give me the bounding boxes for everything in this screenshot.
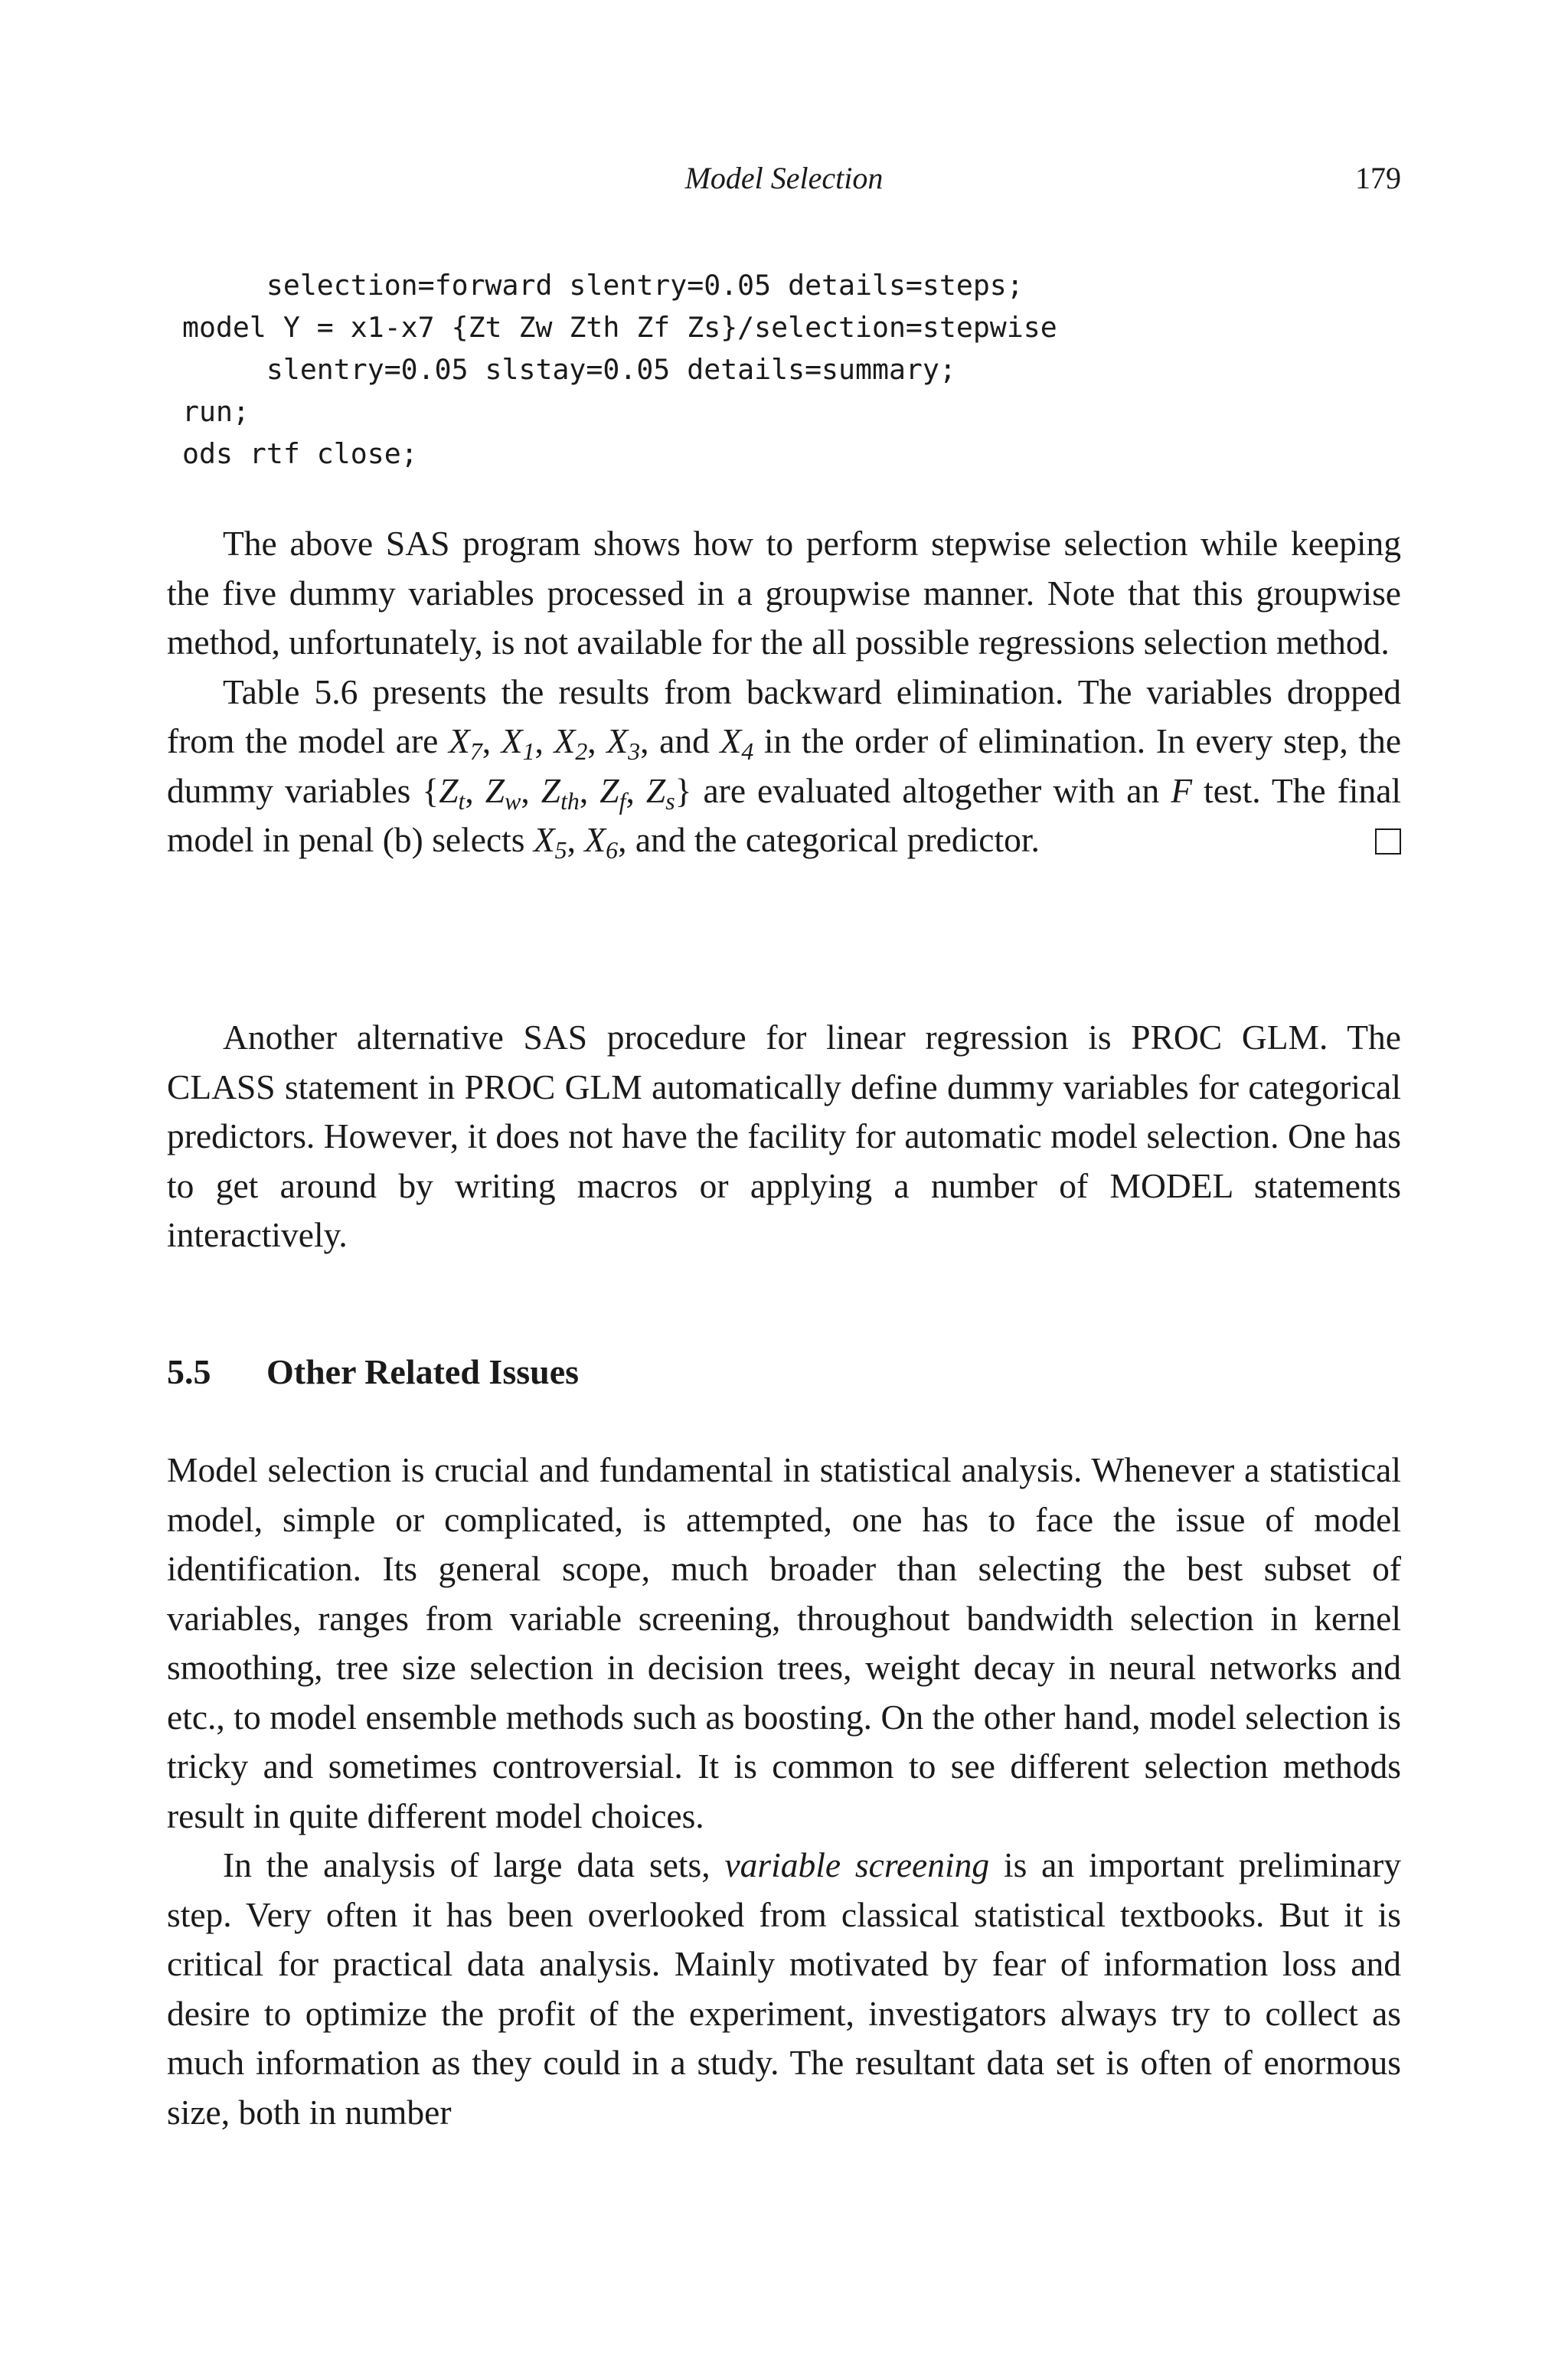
math-subscript: 2 (575, 737, 588, 765)
math-comma: , (521, 770, 541, 810)
running-header (167, 157, 1401, 200)
body-text-middle (167, 1013, 1401, 1260)
text-run: are evaluated altogether with an (691, 770, 1171, 810)
math-subscript: t (458, 787, 466, 815)
code-line: slentry=0.05 slstay=0.05 details=summary; (182, 353, 956, 386)
page-number: 179 (1355, 161, 1401, 195)
paragraph-model-selection: Model selection is crucial and fundamental in statistical analysis. Whenever a statistical model, simple or complicated, is attempted, one has to face the issue of model identification. Its general scope, much broader than selecting the best subset of variables, ranges from variable screening, throughout bandwidth selection in kernel smoothing, tree size selection in decision trees, weight decay in neural networks and etc., to model ensemble methods such as boosting. On the other hand, model selection is tricky and sometimes controversial. It is common to see different selection methods result in quite different model choices. (167, 1450, 1401, 1835)
math-dummy-set (422, 770, 692, 815)
math-f: F (1171, 770, 1193, 810)
math-var: Z (439, 770, 459, 810)
code-line: run; (182, 395, 250, 428)
math-brace: } (675, 770, 692, 810)
text-run: , (567, 820, 585, 859)
math-subscript: 6 (606, 836, 619, 864)
math-var: X (554, 721, 576, 760)
math-var: Z (645, 770, 666, 810)
sas-code-block (182, 264, 1057, 475)
math-x5 (533, 820, 567, 864)
math-x7 (449, 721, 482, 765)
text-run: , (482, 721, 501, 760)
code-line: selection=forward slentry=0.05 details=steps; (182, 269, 1024, 302)
text-run: , and (640, 721, 720, 760)
math-comma: , (579, 770, 600, 810)
math-subscript: 5 (554, 836, 567, 864)
math-brace: { (422, 770, 439, 810)
text-run: , (534, 721, 554, 760)
math-var: X (720, 721, 742, 760)
paragraph-backward-elimination (167, 668, 1401, 865)
math-var: Z (485, 770, 505, 810)
math-subscript: 4 (741, 737, 754, 765)
text-run: test. The final model in penal (b) selects (167, 770, 1402, 859)
code-line: ods rtf close; (182, 437, 418, 470)
section-number: 5.5 (167, 1352, 211, 1391)
math-subscript: s (665, 787, 675, 815)
math-x3 (606, 721, 641, 765)
end-of-example-square (1375, 828, 1401, 855)
math-x2 (554, 721, 588, 765)
math-x6 (584, 820, 619, 864)
math-var: X (501, 721, 523, 760)
paragraph-variable-screening (167, 1841, 1401, 2137)
math-var: Z (599, 770, 619, 810)
text-run: is an important preliminary step. Very often it has been overlooked from classical statistical textbooks. But it is critical for practical data analysis. Mainly motivated by fear of information loss and desire to optimize the profit of the experiment, investigators always try to collect as much information as they could in a study. The resultant data set is often of enormous size, both in number (167, 1845, 1401, 2132)
math-var: X (606, 721, 629, 760)
math-var: X (533, 820, 555, 859)
math-var: X (449, 721, 470, 760)
text-run: In the analysis of large data sets, (223, 1845, 725, 1884)
math-subscript: 7 (469, 737, 482, 765)
math-x1 (501, 721, 535, 765)
math-subscript: w (505, 787, 521, 815)
math-var: X (584, 820, 606, 859)
paragraph-proc-glm: Another alternative SAS procedure for linear regression is PROC GLM. The CLASS statement in PROC GLM automatically define dummy variables for categorical predictors. However, it does not have the facility for automatic model selection. One has to get around by writing macros or applying a number of MODEL statements interactively. (167, 1018, 1401, 1254)
code-line: model Y = x1-x7 {Zt Zw Zth Zf Zs}/selection=stepwise (182, 311, 1057, 344)
emphasis-variable-screening: variable screening (724, 1845, 990, 1884)
math-subscript: f (619, 787, 626, 815)
math-subscript: 1 (522, 737, 535, 765)
math-comma: , (626, 770, 646, 810)
math-var: Z (541, 770, 561, 810)
text-run: , (587, 721, 607, 760)
section-title: Other Related Issues (266, 1352, 580, 1391)
math-subscript: th (560, 787, 580, 815)
running-title: Model Selection (684, 161, 884, 195)
math-x4 (720, 721, 754, 765)
math-comma: , (465, 770, 485, 810)
paragraph-sas-program: The above SAS program shows how to perform stepwise selection while keeping the five dummy variables processed in a groupwise manner. Note that this groupwise method, unfortunately, is not available for the all possible regressions selection method. (167, 524, 1401, 662)
math-subscript: 3 (628, 737, 641, 765)
section-heading (167, 1348, 579, 1397)
body-text-top (167, 519, 1401, 865)
text-run: in the order of elimination. In every step, the dummy variables (167, 721, 1402, 810)
text-run: Table 5.6 presents the results from backward elimination. The variables dropped from the model are (167, 672, 1401, 760)
body-text-bottom (167, 1446, 1401, 2137)
text-run: , and the categorical predictor. (618, 820, 1040, 859)
